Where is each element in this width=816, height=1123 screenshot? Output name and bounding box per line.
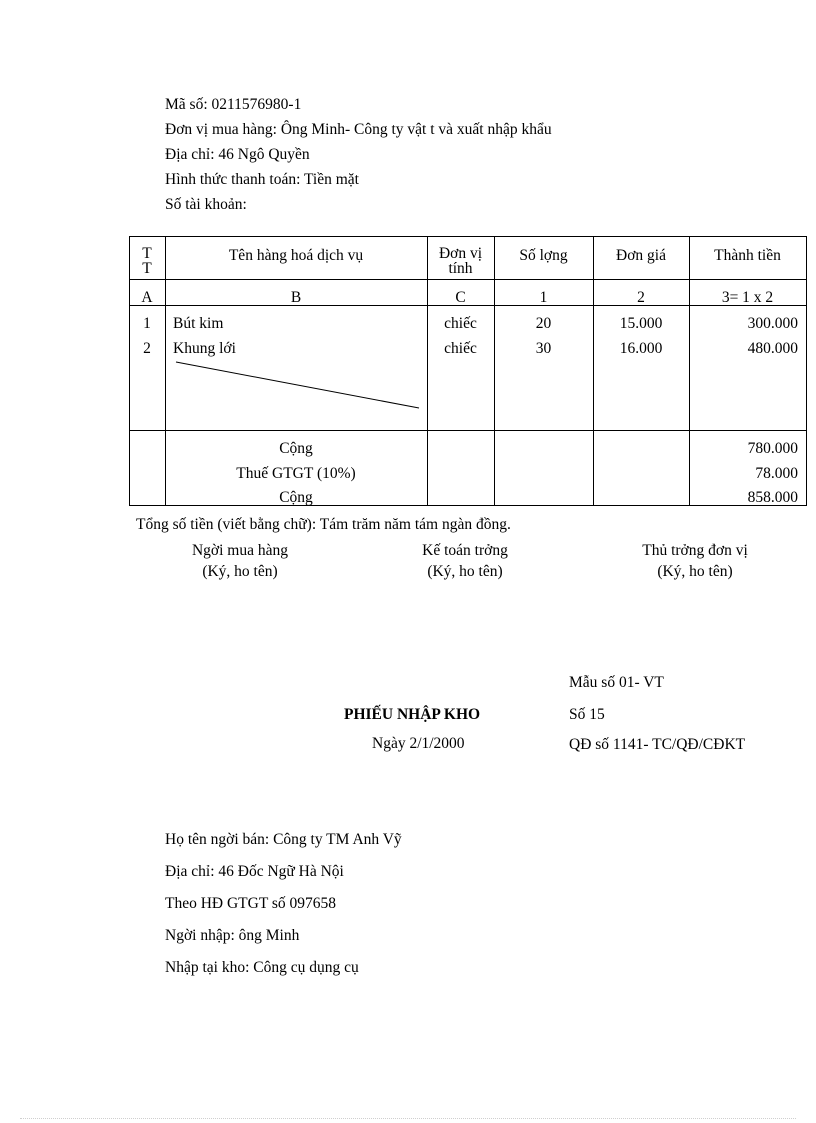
invoice-table [129,236,807,506]
code-unit: C [455,289,466,306]
receiver-name: Ngời nhập: ông Minh [165,927,300,944]
seller-address: Địa chỉ: 46 Đốc Ngữ Hà Nội [165,863,344,880]
total-label: Cộng [279,489,313,506]
signature-buyer [150,542,330,581]
table-row-2-unit: chiếc [444,340,477,357]
form-number: Mẫu số 01- VT [569,674,664,691]
table-row-2-qty: 30 [535,340,552,357]
invoice-code: Mã số: 0211576980-1 [165,96,302,113]
subtotal-value: 780.000 [747,440,798,457]
code-tt: A [141,289,153,306]
header-quantity: Số lợng [519,247,568,264]
header-unit: Đơn vị tính [438,245,483,277]
code-price: 2 [637,289,645,306]
table-row-1-tt: 1 [143,315,151,332]
page-footer-divider [20,1118,796,1119]
table-row-2-price: 16.000 [619,340,663,357]
code-amount: 3= 1 x 2 [721,289,774,306]
table-row-1-qty: 20 [535,315,552,332]
signature-head-role: Thủ trởng đơn vị [642,542,748,559]
table-row-2-tt: 2 [143,340,151,357]
receipt-date: Ngày 2/1/2000 [372,735,465,752]
signature-accountant-role: Kế toán trởng [422,542,508,559]
signature-accountant-note: (Ký, ho tên) [427,563,503,580]
code-name: B [290,289,302,306]
header-unit-price: Đơn giá [616,247,666,264]
signature-head [600,542,790,581]
header-item-name: Tên hàng hoá dịch vụ [228,247,364,264]
account-number: Số tài khoản: [165,196,247,213]
warehouse: Nhập tại kho: Công cụ dụng cụ [165,959,359,976]
header-amount: Thành tiền [714,247,781,264]
subtotal-label: Cộng [279,440,313,457]
payment-method: Hình thức thanh toán: Tiền mặt [165,171,359,188]
table-row-1-price: 15.000 [619,315,663,332]
buyer-unit: Đơn vị mua hàng: Ông Minh- Công ty vật t và xuất nhập khẩu [165,121,552,138]
header-tt: T T [142,245,152,277]
receipt-title: PHIẾU NHẬP KHO [344,706,481,723]
blank-strike-line [165,356,427,416]
code-qty: 1 [539,289,548,306]
signature-buyer-note: (Ký, ho tên) [202,563,278,580]
signature-head-note: (Ký, ho tên) [657,563,733,580]
table-row-2-amount: 480.000 [747,340,798,357]
table-row-1-unit: chiếc [444,315,477,332]
table-row-2-name: Khung lới [173,340,236,357]
total-value: 858.000 [747,489,798,506]
table-row-1-name: Bút kim [173,315,224,332]
table-row-1-amount: 300.000 [747,315,798,332]
vat-invoice-ref: Theo HĐ GTGT số 097658 [165,895,337,912]
signature-accountant [375,542,555,581]
vat-label: Thuế GTGT (10%) [236,465,356,482]
amount-in-words: Tổng số tiền (viết bằng chữ): Tám trăm năm tám ngàn đồng. [136,516,511,533]
signature-buyer-role: Ngời mua hàng [191,542,288,559]
vat-value: 78.000 [755,465,798,482]
receipt-decision: QĐ số 1141- TC/QĐ/CĐKT [569,736,746,753]
buyer-address: Địa chỉ: 46 Ngô Quyền [165,146,310,163]
seller-name: Họ tên ngời bán: Công ty TM Anh Vỹ [165,831,402,848]
receipt-number: Số 15 [569,706,605,723]
